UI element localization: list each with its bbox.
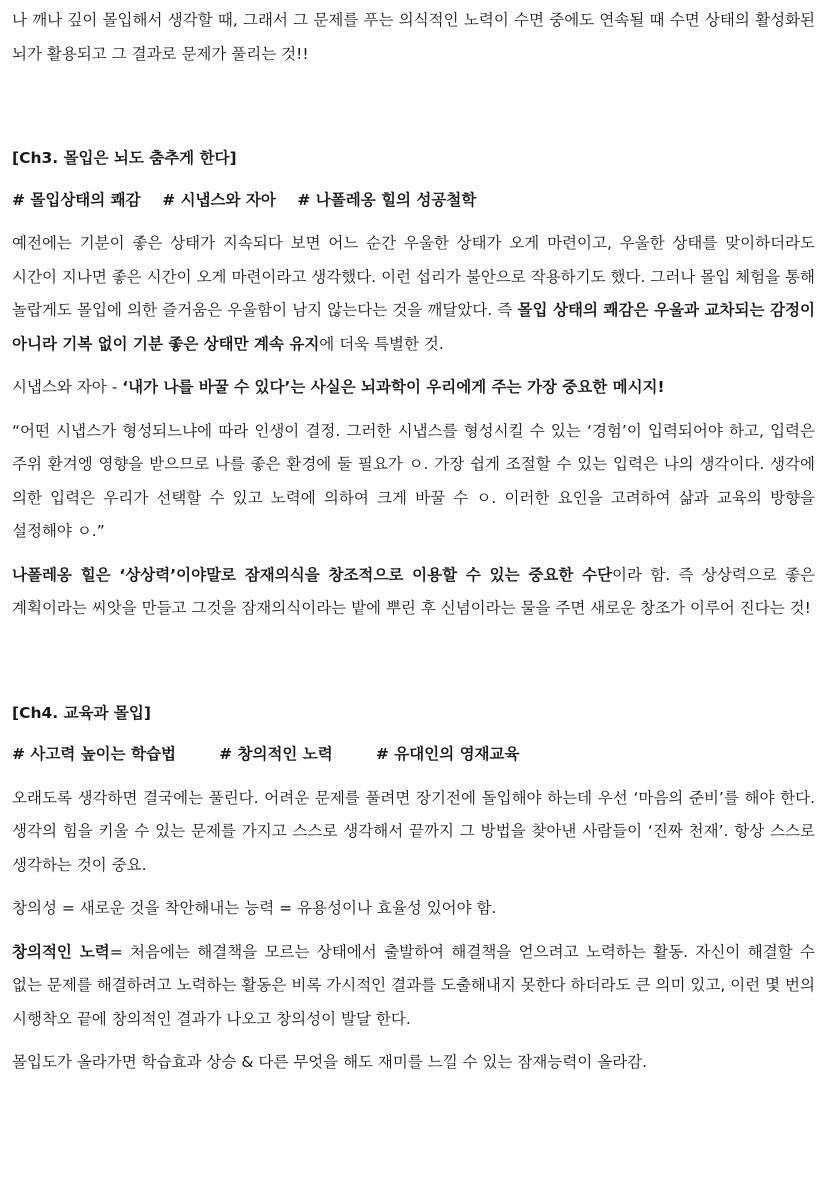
intro-paragraph: 나 깨나 깊이 몰입해서 생각할 때, 그래서 그 문제를 푸는 의식적인 노력이 수면 중에도 연속될 때 수면 상태의 활성화된 뇌가 활용되고 그 결과로 문제가 풀리는 것!! [12, 11, 815, 63]
ch4-p3-text: = 처음에는 해결책을 모르는 상태에서 출발하여 해결책을 얻으려고 노력하는 활동. 자신이 해결할 수 없는 문제를 해결하려고 노력하는 활동은 비록 가시적인 결과를 도출해내지 못한다 하더라도 큰 의미 있고, 이런 몇 번의 시행착오 끝에 창의적인 결과가 나오고 창의성이 발달 한다. [12, 942, 815, 1028]
ch3-p1-text-end: 에 더욱 특별한 것. [319, 334, 444, 353]
ch4-tag: # 유대인의 영재교육 [375, 745, 520, 763]
ch4-paragraph-3 [12, 936, 815, 1037]
ch3-p1-bold: 몰입 상태의 쾌감은 우울과 교차되는 감정이 아니라 기복 없이 기분 좋은 상태만 계속 유지 [12, 301, 816, 353]
ch4-tag: # 사고력 높이는 학습법 [12, 745, 176, 763]
ch4-tags [12, 738, 815, 772]
ch3-heading: [Ch3. 몰입은 뇌도 춤추게 한다] [12, 149, 237, 167]
ch3-paragraph-1 [12, 227, 815, 361]
ch3-tags [12, 184, 815, 218]
ch3-paragraph-2 [12, 371, 815, 405]
ch4-paragraph-1: 오래도록 생각하면 결국에는 풀린다. 어려운 문제를 풀려면 장기전에 돌입해야 하는데 우선 ‘마음의 준비’를 해야 한다. 생각의 힘을 키울 수 있는 문제를 가지고 스스로 생각해서 끝까지 그 방법을 찾아낸 사람들이 ‘진짜 천재’. 항상 스스로 생각하는 것이 중요. [12, 788, 815, 874]
ch3-p2-text: 시냅스와 자아 - [12, 378, 123, 396]
ch4-paragraph-4: 몰입도가 올라가면 학습효과 상승 & 다른 무엇을 해도 재미를 느낄 수 있는 잠재능력이 올라감. [12, 1053, 648, 1071]
ch4-heading: [Ch4. 교육과 몰입] [12, 703, 151, 722]
ch3-tag: # 몰입상태의 쾌감 [12, 190, 141, 209]
ch3-p4-bold: 나폴레옹 힐은 ‘상상력’이야말로 잠재의식을 창조적으로 이용할 수 있는 중요한 수단 [12, 565, 613, 584]
ch3-paragraph-4 [12, 559, 815, 626]
ch4-tag: # 창의적인 노력 [219, 745, 333, 763]
ch3-tag: # 나폴레옹 힐의 성공철학 [297, 190, 477, 209]
ch3-p2-bold: ‘내가 나를 바꿀 수 있다’는 사실은 뇌과학이 우리에게 주는 가장 중요한 메시지! [122, 378, 665, 396]
ch4-p3-bold: 창의적인 노력 [12, 942, 110, 961]
ch3-tag: # 시냅스와 자아 [162, 190, 276, 209]
ch3-paragraph-3: “어떤 시냅스가 형성되느냐에 따라 인생이 결정. 그러한 시냅스를 형성시킬 수 있는 ‘경험’이 입력되어야 하고, 입력은 주위 환겨엥 영향을 받으므로 나를 좋은 환경에 둘 필요가 ㅇ. 가장 쉽게 조절할 수 있는 입력은 나의 생각이다. 생각에 의한 입력은 우리가 선택할 수 있고 노력에 의하여 크게 바꿀 수 ㅇ. 이러한 요인을 고려하여 삶과 교육의 방향을 설정해야 ㅇ.” [12, 421, 815, 540]
ch4-paragraph-2: 창의성 = 새로운 것을 착안해내는 능력 = 유용성이나 효율성 있어야 함. [12, 899, 497, 917]
ch3-p4-text: 이라 함. 즉 상상력으로 좋은 계획이라는 씨앗을 만들고 그것을 잠재의식이라는 밭에 뿌린 후 신념이라는 물을 주면 새로운 창조가 이루어 진다는 것! [12, 565, 815, 617]
ch3-p1-text: 예전에는 기분이 좋은 상태가 지속되다 보면 어느 순간 우울한 상태가 오게 마련이고, 우울한 상태를 맞이하더라도 시간이 지나면 좋은 시간이 오게 마련이라고 생각했다. 이런 섭리가 불안으로 작용하기도 했다. 그러나 몰입 체험을 통해 놀랍게도 몰입에 의한 즐거움은 우울함이 남지 않는다는 것을 깨달았다. 즉 [12, 234, 815, 319]
